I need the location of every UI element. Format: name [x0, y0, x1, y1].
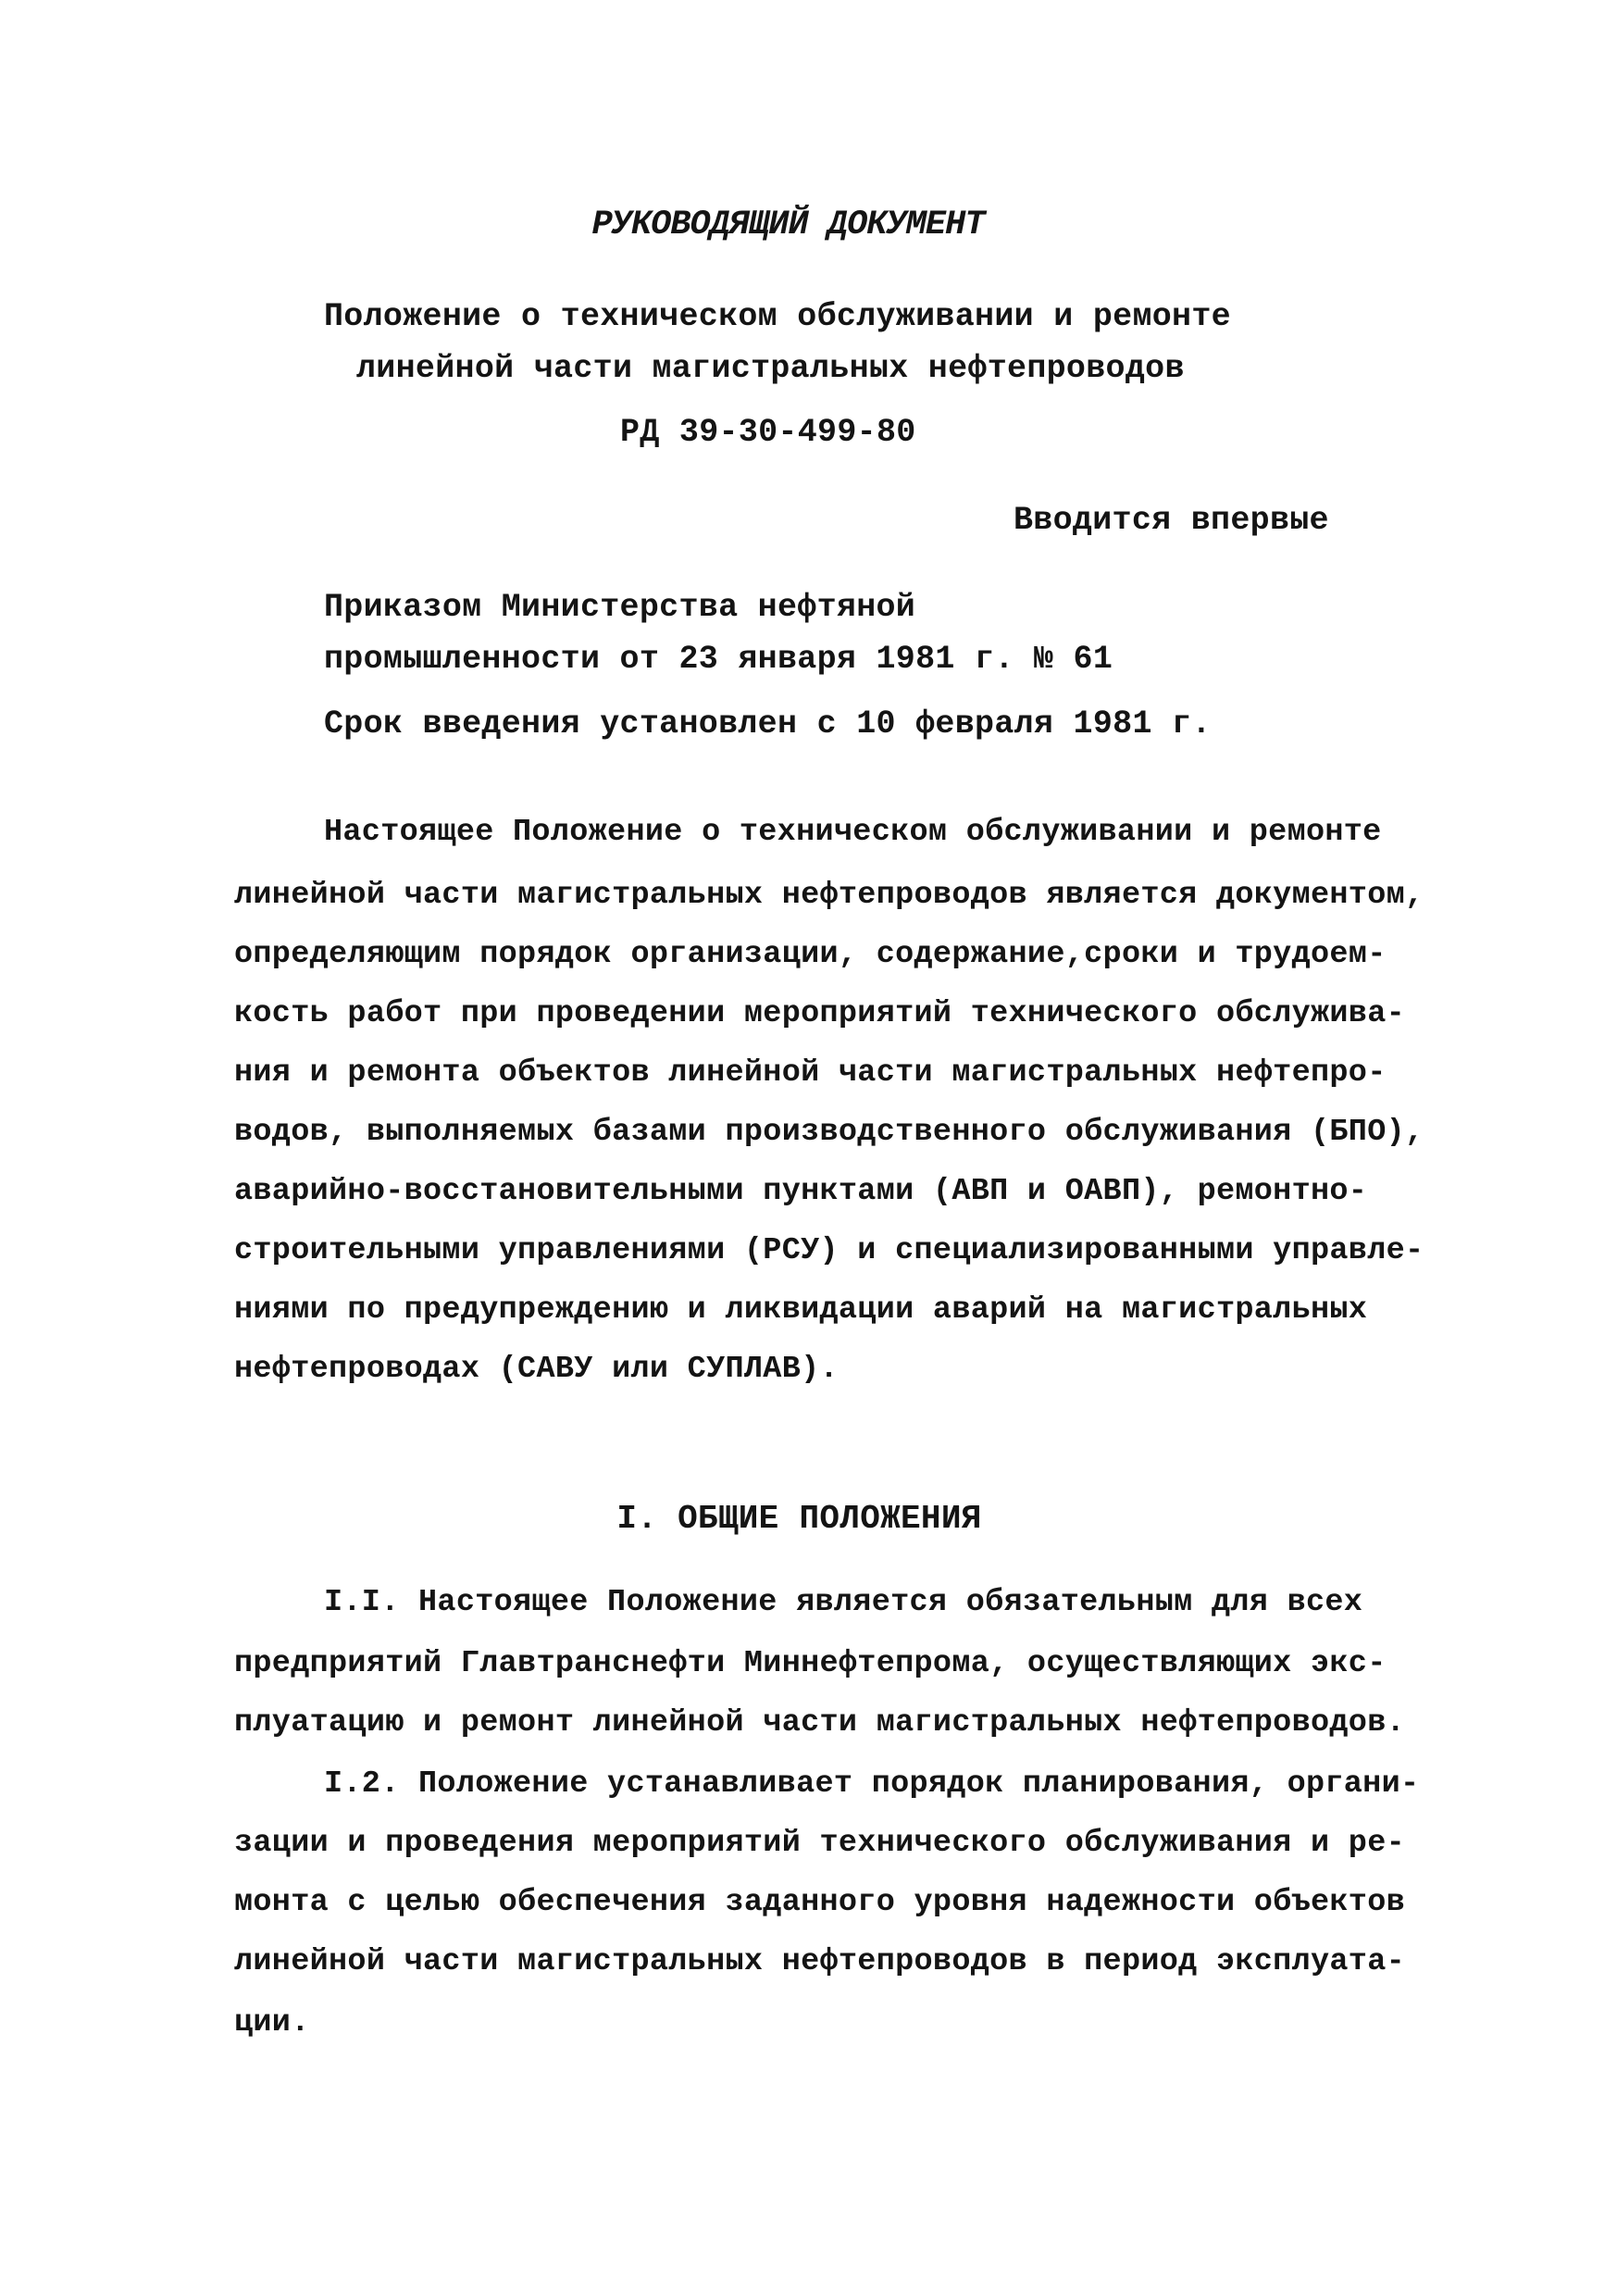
document-title-line-2: линейной части магистральных нефтепроводов: [356, 350, 1185, 387]
clause-1-2-line: ции.: [234, 2005, 310, 2040]
intro-line: ния и ремонта объектов линейной части магистральных нефтепро-: [234, 1055, 1387, 1091]
status-note: Вводится впервые: [1014, 502, 1329, 539]
approval-line-1: Приказом Министерства нефтяной: [324, 589, 916, 626]
document-title-line-1: Положение о техническом обслуживании и ремонте: [324, 298, 1231, 335]
clause-1-2-line: I.2. Положение устанавливает порядок планирования, органи-: [324, 1766, 1420, 1802]
intro-line: строительными управлениями (РСУ) и специализированными управле-: [234, 1233, 1424, 1268]
intro-line: определяющим порядок организации, содержание,сроки и трудоем-: [234, 937, 1387, 972]
clause-1-2-line: зации и проведения мероприятий технического обслуживания и ре-: [234, 1826, 1406, 1861]
approval-line-2: промышленности от 23 января 1981 г. № 61: [324, 641, 1113, 678]
intro-line: водов, выполняемых базами производственного обслуживания (БПО),: [234, 1115, 1424, 1150]
intro-line: линейной части магистральных нефтепроводов является документом,: [234, 878, 1424, 913]
intro-line: ниями по предупреждению и ликвидации аварий на магистральных: [234, 1292, 1368, 1328]
intro-line: аварийно-восстановительными пунктами (АВП и ОАВП), ремонтно-: [234, 1174, 1368, 1209]
clause-1-1-line: I.I. Настоящее Положение является обязательным для всех: [324, 1585, 1363, 1620]
document-code: РД 39-30-499-80: [620, 414, 916, 451]
clause-1-2-line: монта с целью обеспечения заданного уровня надежности объектов: [234, 1885, 1406, 1920]
clause-1-1-line: предприятий Главтранснефти Миннефтепрома, осуществляющих экс-: [234, 1646, 1387, 1681]
clause-1-2-line: линейной части магистральных нефтепроводов в период эксплуата-: [234, 1944, 1406, 1979]
intro-line: Настоящее Положение о техническом обслуживании и ремонте: [324, 815, 1382, 850]
intro-line: кость работ при проведении мероприятий технического обслужива-: [234, 996, 1406, 1031]
clause-1-1-line: плуатацию и ремонт линейной части магистральных нефтепроводов.: [234, 1705, 1406, 1741]
document-type-heading: РУКОВОДЯЩИЙ ДОКУМЕНТ: [591, 206, 985, 244]
effective-date: Срок введения установлен с 10 февраля 1981 г.: [324, 705, 1212, 742]
intro-line: нефтепроводах (САВУ или СУПЛАВ).: [234, 1352, 839, 1387]
section-heading: I. ОБЩИЕ ПОЛОЖЕНИЯ: [616, 1500, 982, 1538]
